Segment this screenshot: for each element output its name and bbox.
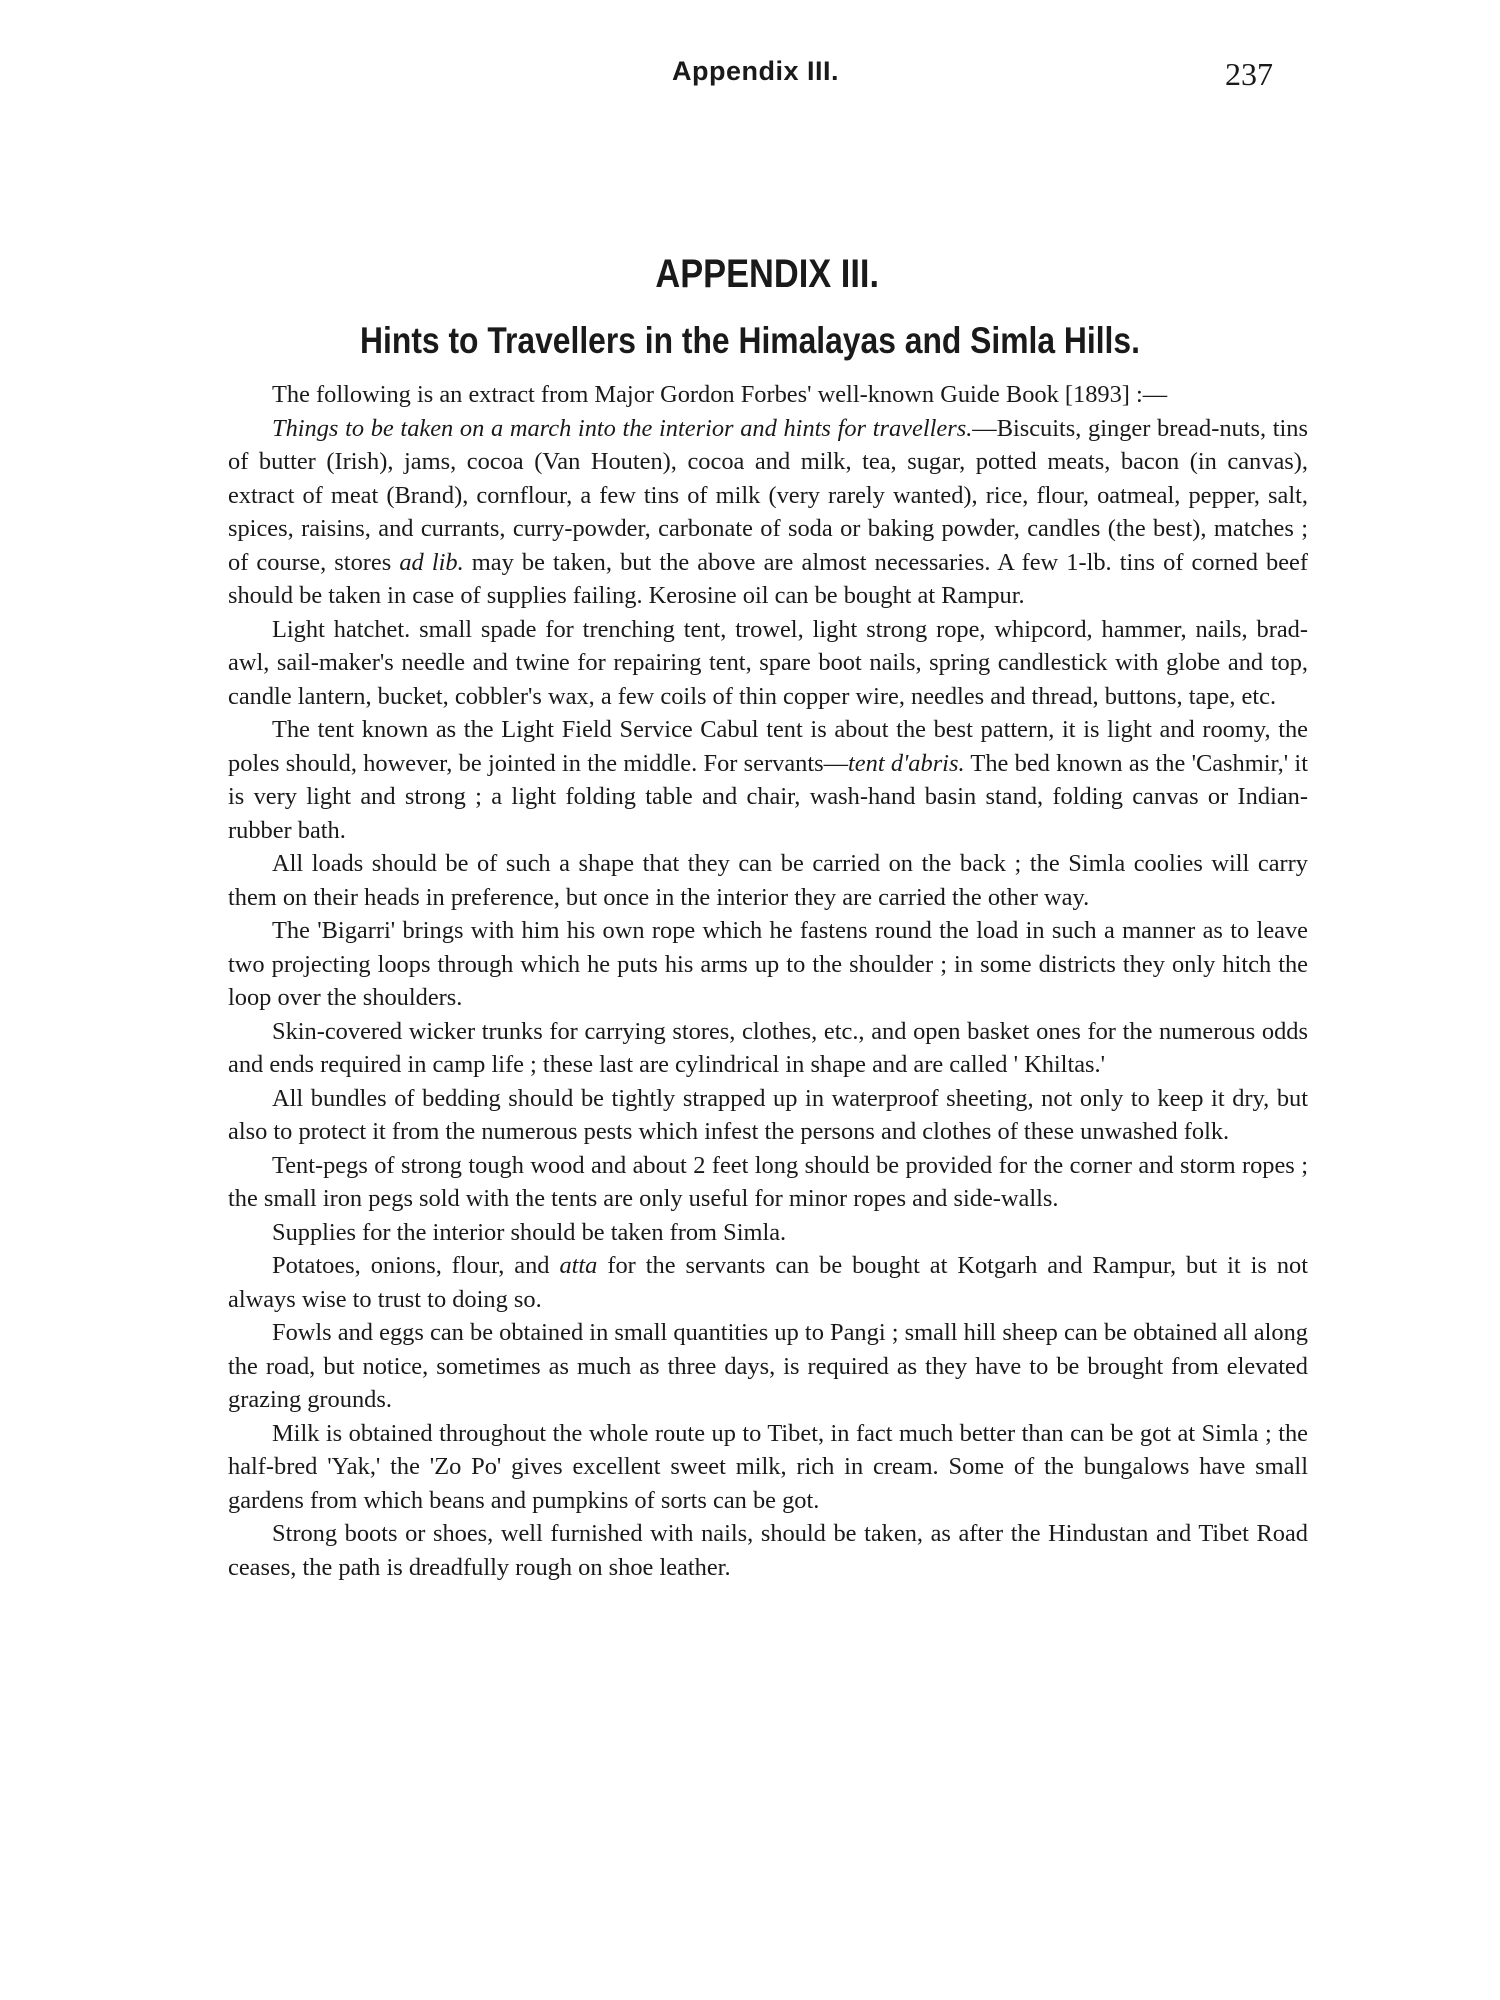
paragraph-potatoes (228, 1249, 1308, 1316)
paragraph-text: may be taken, but the above are almost necessaries. A few 1-lb. tins of corned beef should be taken in case of supplies failing. Kerosine oil can be bought at Rampur. (228, 548, 1308, 609)
appendix-subtitle: Hints to Travellers in the Himalayas and Simla Hills. (360, 320, 1140, 361)
paragraph-bedding: All bundles of bedding should be tightly strapped up in waterproof sheeting, not only to keep it dry, but also to protect it from the numerous pests which infest the persons and clothes of these unwashed folk. (228, 1084, 1308, 1145)
paragraph-supplies: Supplies for the interior should be taken from Simla. (272, 1218, 787, 1246)
italic-phrase: tent d'abris. (848, 749, 965, 777)
paragraph-text: —Biscuits, ginger bread-nuts, tins of butter (Irish), jams, cocoa (Van Houten), cocoa and milk, tea, sugar, potted meats, bacon (in canvas), extract of meat (Brand), cornflour, a few tins of milk (very rarely wanted), rice, flour, oatmeal, pepper, salt, spices, raisins, and currants, curry-powder, carbonate of soda or baking powder, candles (the best), matches ; of course, stores (228, 414, 1308, 576)
paragraph-text: for the servants can be bought at Kotgarh and Rampur, but it is not always wise to trust to doing so. (228, 1252, 1309, 1313)
italic-phrase: ad lib. (399, 548, 464, 576)
paragraph-boots: Strong boots or shoes, well furnished with nails, should be taken, as after the Hindustan and Tibet Road ceases, the path is dreadfully rough on shoe leather. (228, 1520, 1308, 1581)
paragraph-tent-pegs: Tent-pegs of strong tough wood and about 2 feet long should be provided for the corner and storm ropes ; the small iron pegs sold with the tents are only useful for minor ropes and side-walls. (228, 1151, 1308, 1212)
intro-paragraph: The following is an extract from Major Gordon Forbes' well-known Guide Book [1893] :— (272, 381, 1168, 408)
paragraph-text: The tent known as the Light Field Service Cabul tent is about the best pattern, it is light and roomy, the poles should, however, be jointed in the middle. For servants— (228, 716, 1308, 777)
paragraph-trunks: Skin-covered wicker trunks for carrying stores, clothes, etc., and open basket ones for the numerous odds and ends required in camp life ; these last are cylindrical in shape and are called ' Khiltas.' (228, 1017, 1308, 1078)
paragraph-tools: Light hatchet. small spade for trenching tent, trowel, light strong rope, whipcord, hammer, nails, brad-awl, sail-maker's needle and twine for repairing tent, spare boot nails, spring candlestick with globe and top, candle lantern, bucket, cobbler's wax, a few coils of thin copper wire, needles and thread, buttons, tape, etc. (228, 615, 1308, 710)
running-head (0, 52, 1500, 92)
appendix-heading: APPENDIX III. (655, 252, 880, 296)
page-number: 237 (1225, 56, 1273, 92)
paragraph-fowls: Fowls and eggs can be obtained in small quantities up to Pangi ; small hill sheep can be obtained all along the road, but notice, sometimes as much as three days, is required as they have to be brought from elevated grazing grounds. (228, 1319, 1308, 1413)
paragraph-text: The bed known as the 'Cashmir,' it is very light and strong ; a light folding table and chair, wash-hand basin stand, folding canvas or Indian-rubber bath. (228, 749, 1308, 844)
italic-phrase: atta (559, 1252, 598, 1279)
italic-lead-in: Things to be taken on a march into the interior and hints for travellers. (272, 414, 973, 442)
body-text (228, 378, 1308, 1584)
paragraph-loads: All loads should be of such a shape that they can be carried on the back ; the Simla coolies will carry them on their heads in preference, but once in the interior they are carried the other way. (228, 850, 1308, 911)
running-title: Appendix III. (672, 56, 840, 86)
paragraph-tent (228, 713, 1308, 847)
paragraph-text: Potatoes, onions, flour, and (272, 1252, 560, 1279)
paragraph-milk: Milk is obtained throughout the whole route up to Tibet, in fact much better than can be got at Simla ; the half-bred 'Yak,' the 'Zo Po' gives excellent sweet milk, rich in cream. Some of the bungalows have small gardens from which beans and pumpkins of sorts can be got. (228, 1419, 1308, 1514)
paragraph-bigarri: The 'Bigarri' brings with him his own rope which he fastens round the load in such a manner as to leave two projecting loops through which he puts his arms up to the shoulder ; in some districts they only hitch the loop over the shoulders. (228, 917, 1308, 1011)
paragraph-provisions (228, 412, 1308, 613)
